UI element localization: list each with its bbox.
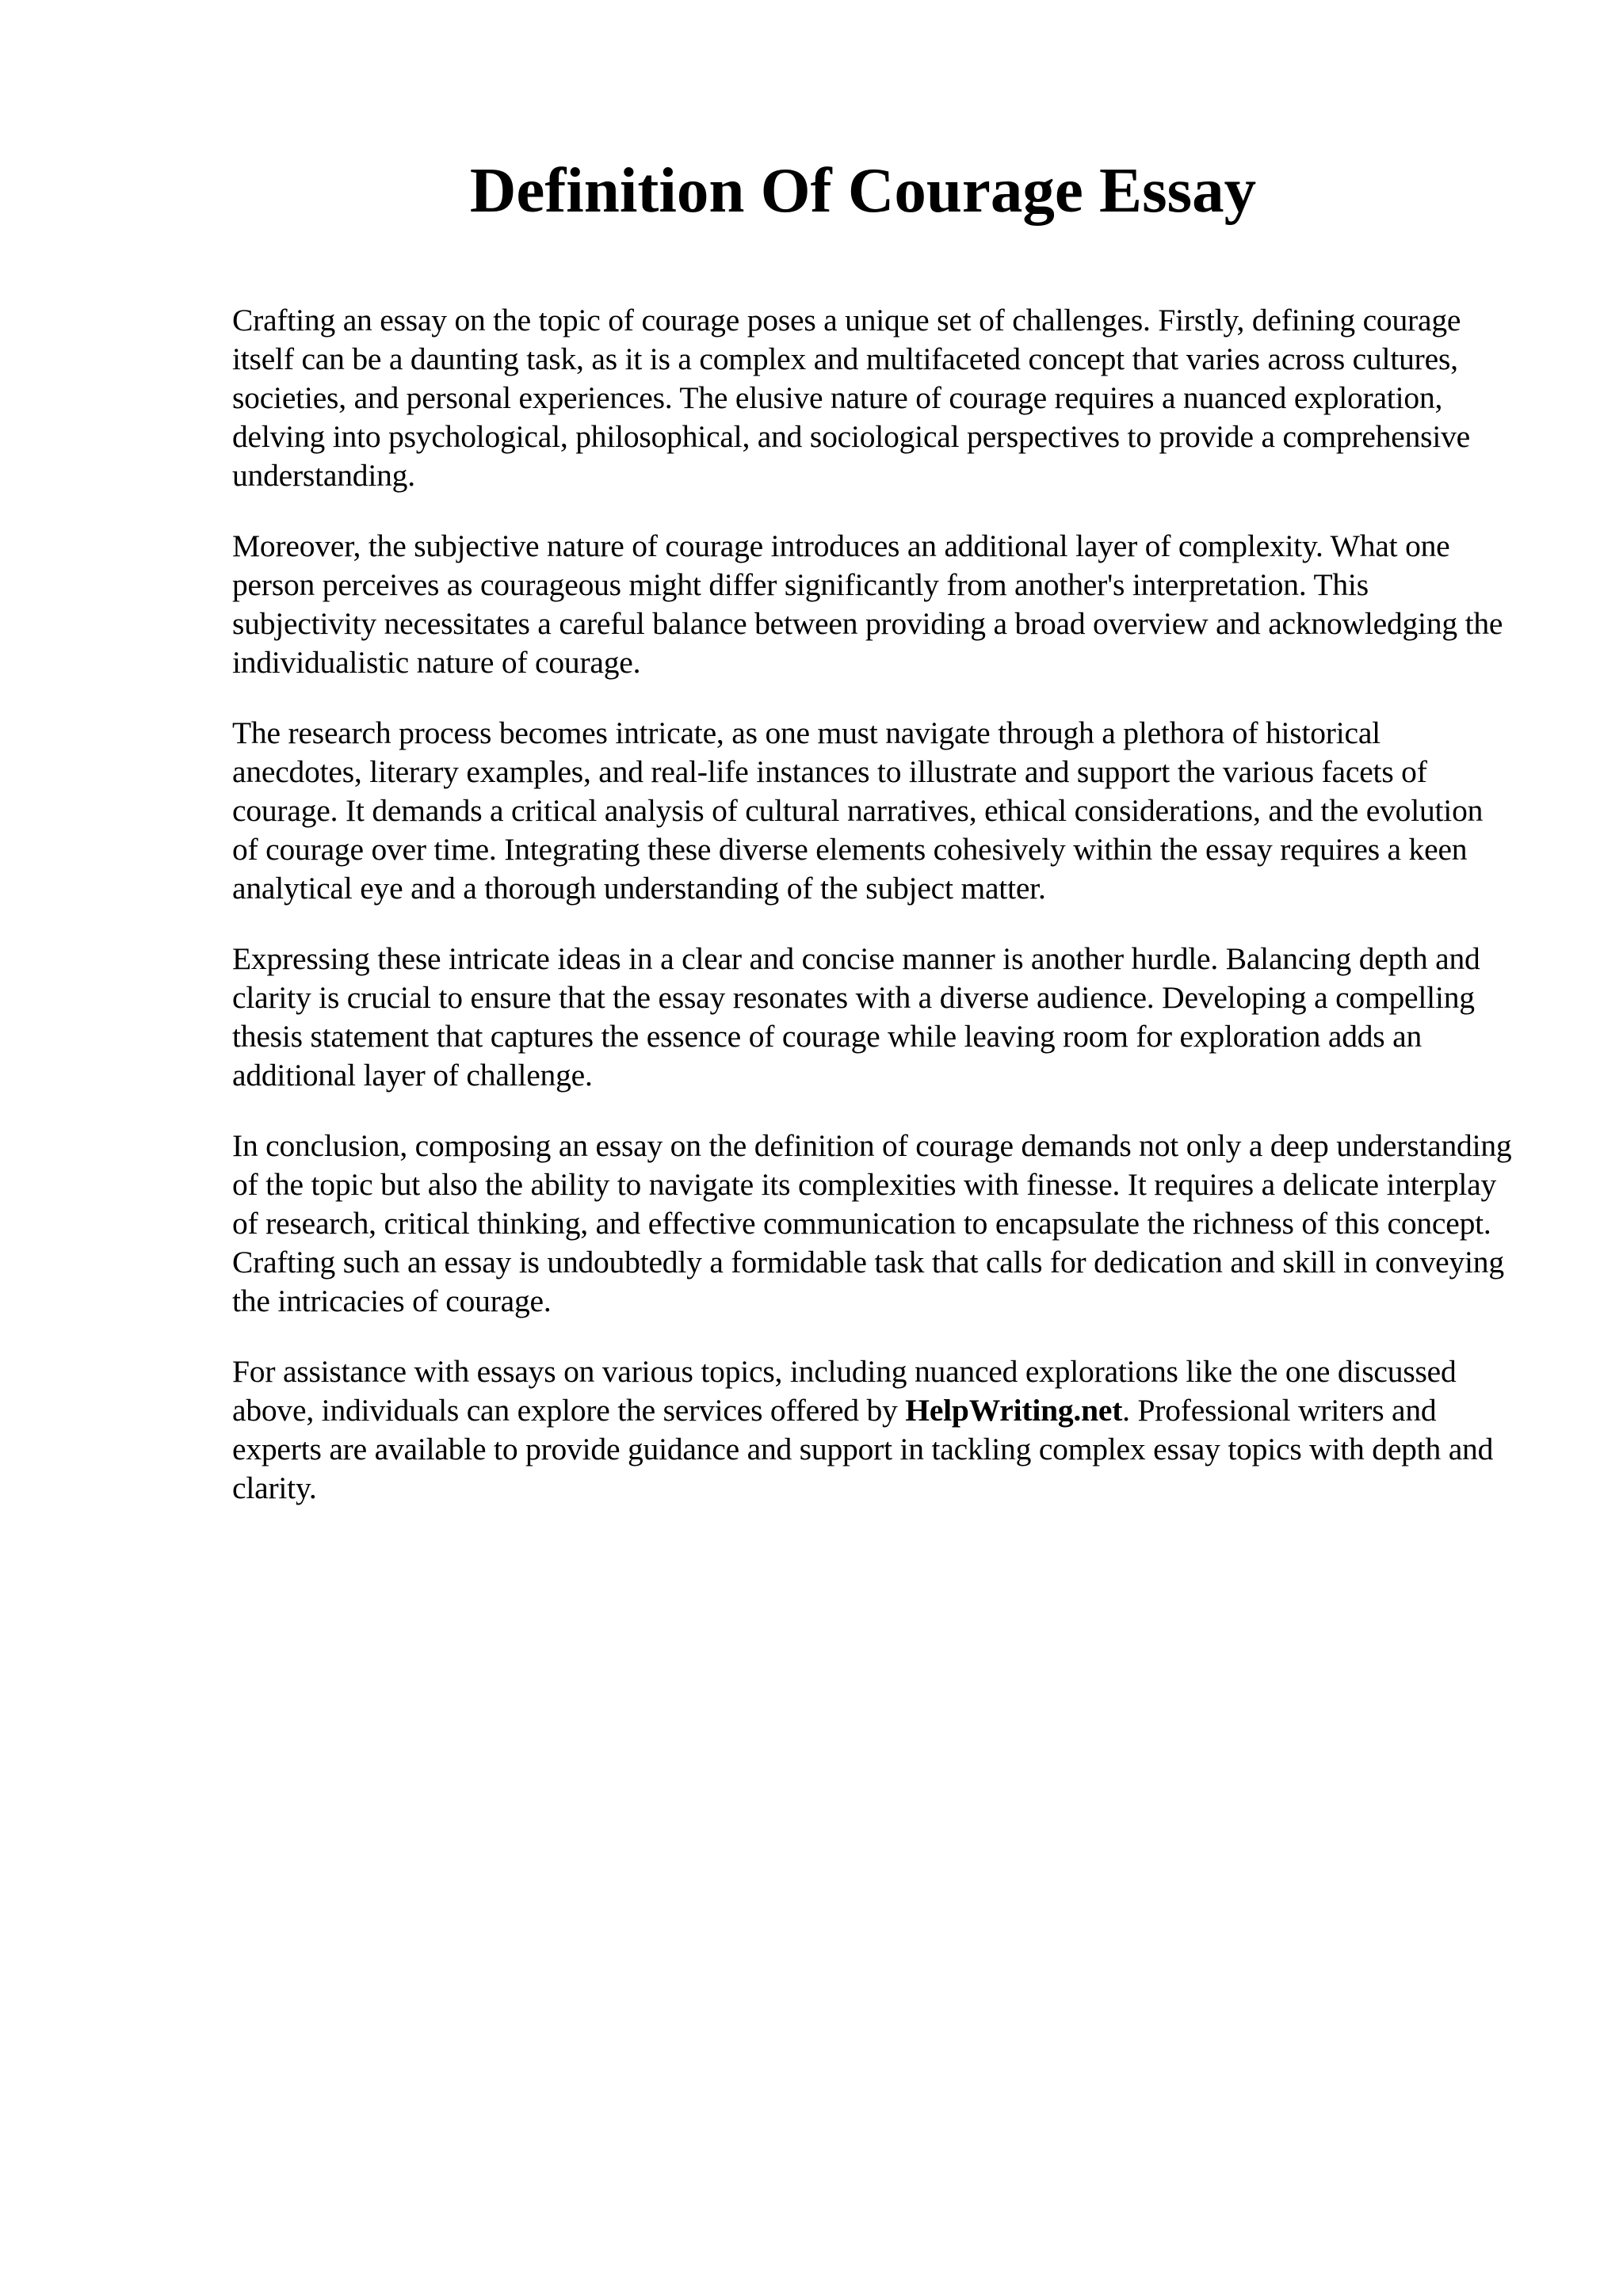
document-title: Definition Of Courage Essay [469,154,1257,226]
paragraph-3: The research process becomes intricate, as one must navigate through a plethora of historical anecdotes, literary examples, and real-life instances to illustrate and support the various facets of courage. It demands a critical analysis of cultural narratives, ethical considerations, and the evolution of courage over time. Integrating these diverse elements cohesively within the essay requires a keen analytical eye and a thorough understanding of the subject matter. [232,715,1484,906]
helpwriting-link[interactable]: HelpWriting.net [905,1393,1123,1428]
closing-paragraph [232,1352,1516,1508]
paragraph-1: Crafting an essay on the topic of courage poses a unique set of challenges. Firstly, defining courage itself can be a daunting task, as it is a complex and multifaceted concept that varies across cultures, societies, and personal experiences. The elusive nature of courage requires a nuanced exploration, delving into psychological, philosophical, and sociological perspectives to provide a comprehensive understanding. [232,303,1470,493]
paragraph-4: Expressing these intricate ideas in a clear and concise manner is another hurdle. Balancing depth and clarity is crucial to ensure that the essay resonates with a diverse audience. Developing a compelling thesis statement that captures the essence of courage while leaving room for exploration adds an additional layer of challenge. [232,941,1480,1093]
closing-text-before: For assistance with essays on various topics, including nuanced explorations like the one discussed above, individuals can explore the services offered by [232,1354,1457,1428]
paragraph-5: In conclusion, composing an essay on the definition of courage demands not only a deep understanding of the topic but also the ability to navigate its complexities with finesse. It requires a delicate interplay of research, critical thinking, and effective communication to encapsulate the richness of this concept. Crafting such an essay is undoubtedly a formidable task that calls for dedication and skill in conveying the intricacies of courage. [232,1128,1512,1318]
paragraph-2: Moreover, the subjective nature of courage introduces an additional layer of complexity. What one person perceives as courageous might differ significantly from another's interpretation. This subjectivity necessitates a careful balance between providing a broad overview and acknowledging the individualistic nature of courage. [232,528,1503,680]
closing-text-after: . Professional writers and experts are available to provide guidance and support in tackling complex essay topics with depth and clarity. [232,1393,1494,1505]
document-body [232,301,1516,1539]
